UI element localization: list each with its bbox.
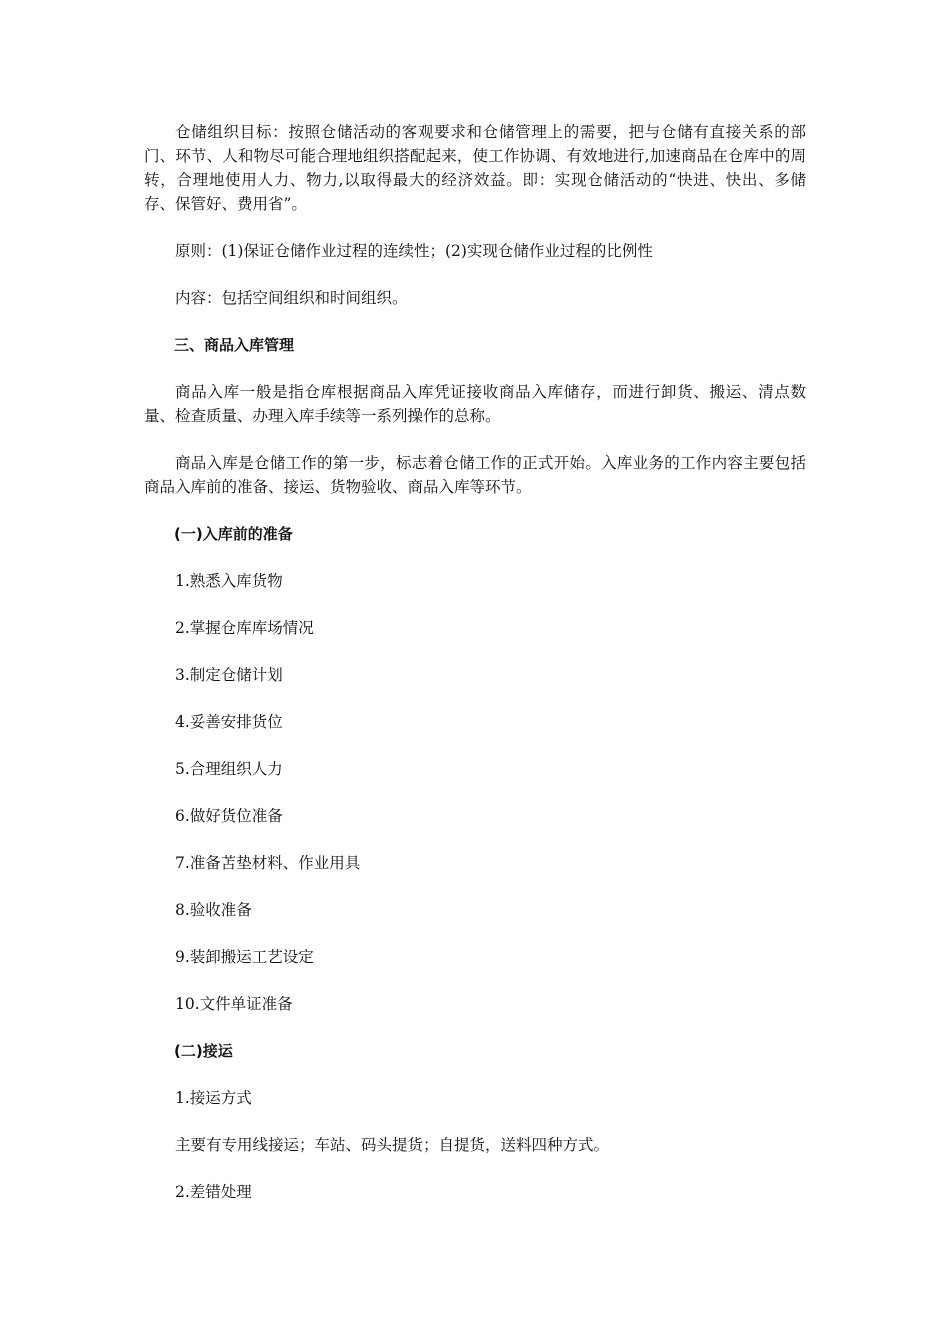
paragraph-principles: 原则：(1)保证仓储作业过程的连续性；(2)实现仓储作业过程的比例性 xyxy=(175,242,653,260)
document-page xyxy=(144,120,806,1204)
list-item: 6.做好货位准备 xyxy=(175,807,283,825)
subsection-heading-receiving: (二)接运 xyxy=(174,1042,233,1060)
paragraph-inbound-definition: 商品入库一般是指仓库根据商品入库凭证接收商品入库储存，而进行卸货、搬运、清点数量、检查质量、办理入库手续等一系列操作的总称。 xyxy=(144,383,806,425)
list-item: 2.差错处理 xyxy=(175,1183,252,1201)
list-item: 2.掌握仓库库场情况 xyxy=(175,619,314,637)
paragraph-content: 内容：包括空间组织和时间组织。 xyxy=(175,289,408,307)
list-item: 1.熟悉入库货物 xyxy=(175,572,283,590)
list-item: 8.验收准备 xyxy=(175,901,252,919)
paragraph-inbound-first-step: 商品入库是仓储工作的第一步，标志着仓储工作的正式开始。入库业务的工作内容主要包括商品入库前的准备、接运、货物验收、商品入库等环节。 xyxy=(144,454,806,496)
paragraph-receiving-methods: 主要有专用线接运；车站、码头提货；自提货，送料四种方式。 xyxy=(175,1136,610,1154)
subsection-heading-preparation: (一)入库前的准备 xyxy=(174,525,293,543)
paragraph-storage-goal: 仓储组织目标：按照仓储活动的客观要求和仓储管理上的需要，把与仓储有直接关系的部门、环节、人和物尽可能合理地组织搭配起来，使工作协调、有效地进行,加速商品在仓库中的周转，合理地使用人力、物力,以取得最大的经济效益。即：实现仓储活动的“快进、快出、多储存、保管好、费用省”。 xyxy=(144,123,806,213)
list-item: 4.妥善安排货位 xyxy=(175,713,283,731)
section-heading-inbound: 三、商品入库管理 xyxy=(174,336,295,354)
list-item: 3.制定仓储计划 xyxy=(175,666,283,684)
list-item: 1.接运方式 xyxy=(175,1089,252,1107)
list-item: 9.装卸搬运工艺设定 xyxy=(175,948,314,966)
list-item: 10.文件单证准备 xyxy=(175,995,293,1013)
list-item: 5.合理组织人力 xyxy=(175,760,283,778)
list-item: 7.准备苫垫材料、作业用具 xyxy=(175,854,361,872)
